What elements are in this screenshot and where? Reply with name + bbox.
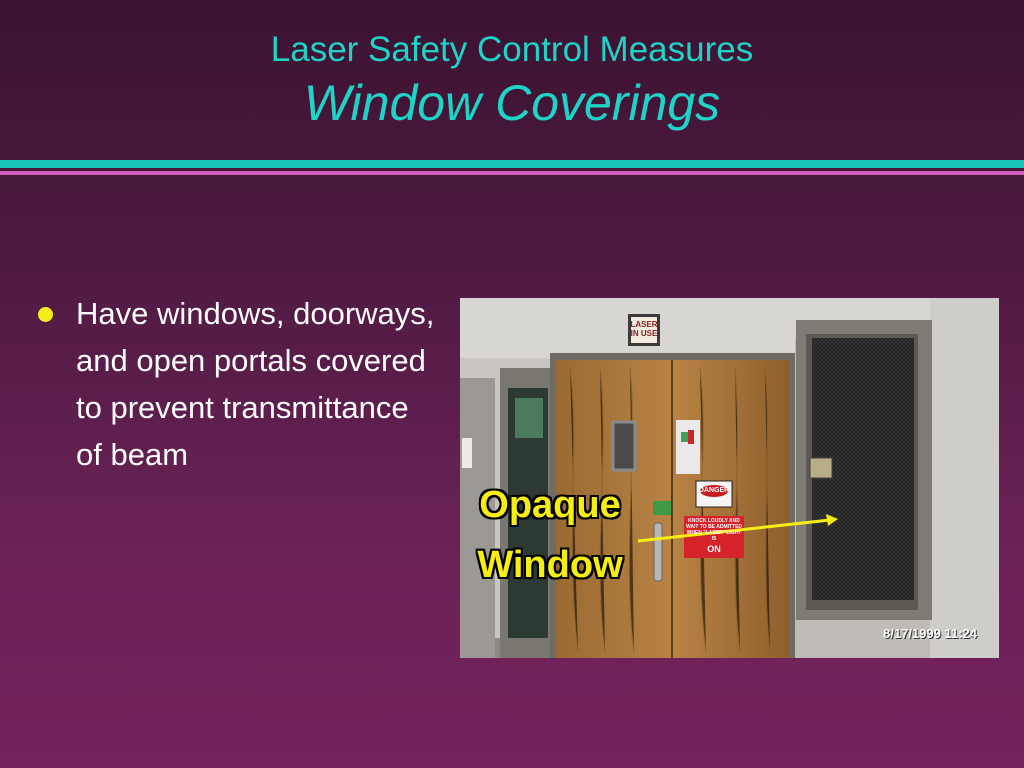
laser-sign-line2: IN USE	[630, 329, 658, 338]
danger-sign-text: DANGER	[698, 487, 730, 494]
callout-label-line1: Opaque	[479, 484, 621, 526]
slide-title-block	[0, 28, 1024, 132]
bullet-dot-icon	[38, 307, 53, 322]
door-photo-illustration	[460, 298, 999, 658]
knock-sign-text: KNOCK LOUDLY AND WAIT TO BE ADMITTED WHEN "LASER" LIGHT IS	[685, 518, 743, 542]
slide-title: Laser Safety Control Measures	[270, 30, 754, 69]
title-divider-teal	[0, 160, 1024, 168]
slide-subtitle: Window Coverings	[303, 75, 721, 131]
title-divider-pink	[0, 171, 1024, 175]
bullet-text: Have windows, doorways, and open portals covered to prevent transmittance of beam	[76, 296, 435, 472]
laser-sign-line1: LASER	[630, 320, 658, 329]
callout-label-line2: Window	[477, 544, 623, 586]
door-photo	[460, 298, 999, 658]
knock-sign-on: ON	[707, 544, 721, 554]
bullet-item	[36, 290, 436, 478]
photo-date-stamp: 8/17/1999 11:24	[883, 626, 977, 641]
bullet-list	[36, 290, 436, 478]
